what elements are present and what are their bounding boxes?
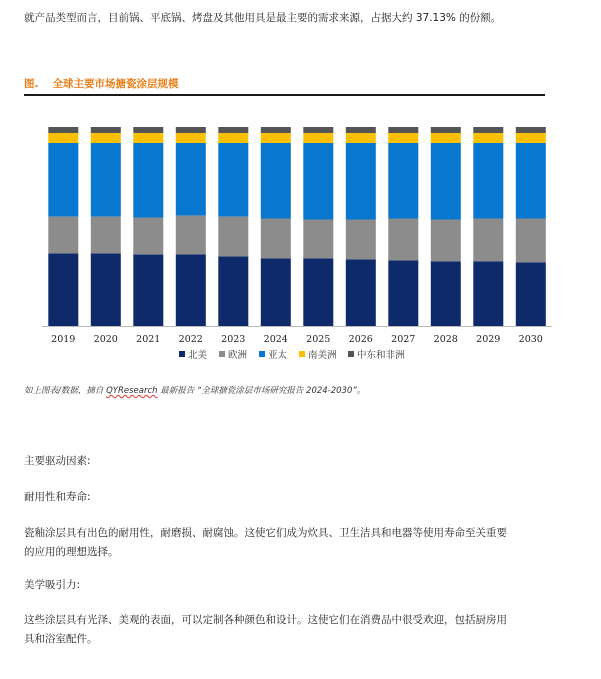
bar-segment-2028-s3	[431, 133, 461, 143]
legend-swatch	[348, 351, 354, 357]
stacked-bar-chart	[0, 100, 601, 370]
x-tick-label: 2028	[433, 334, 458, 345]
bar-segment-2028-s2	[431, 143, 461, 220]
durability-heading: 耐用性和寿命:	[24, 491, 91, 503]
bar-segment-2030-s3	[516, 133, 546, 143]
bar-segment-2022-s3	[176, 133, 206, 143]
legend-swatch	[179, 351, 185, 357]
source-qyresearch: QYResearch	[106, 386, 158, 396]
durability-text-line-1: 瓷釉涂层具有出色的耐用性，耐磨损、耐腐蚀。这使它们成为炊具、卫生洁具和电器等使用寿命至关重要	[24, 527, 507, 539]
bar-segment-2030-s4	[516, 127, 546, 133]
bar-segment-2022-s1	[176, 216, 206, 255]
bar-segment-2027-s0	[388, 260, 418, 326]
bar-segment-2027-s2	[388, 143, 418, 219]
bar-segment-2019-s3	[48, 133, 78, 143]
bar-segment-2021-s1	[133, 218, 163, 255]
bar-segment-2029-s0	[473, 261, 503, 326]
bar-segment-2025-s3	[303, 133, 333, 143]
bar-segment-2026-s2	[346, 143, 376, 220]
bar-segment-2026-s1	[346, 220, 376, 260]
bar-segment-2027-s4	[388, 127, 418, 133]
source-suffix: 最新报告 “全球搪瓷涂层市场研究报告 2024-2030”。	[157, 386, 366, 396]
bar-segment-2021-s2	[133, 143, 163, 218]
durability-text-line-2: 的应用的理想选择。	[24, 546, 119, 558]
bar-segment-2030-s0	[516, 262, 546, 326]
bar-segment-2021-s4	[133, 127, 163, 133]
figure-rule	[24, 94, 545, 96]
x-tick-label: 2025	[306, 334, 331, 345]
figure-number: 图.	[24, 78, 39, 90]
bar-segment-2029-s1	[473, 219, 503, 262]
x-tick-label: 2021	[136, 334, 161, 345]
legend-label: 亚太	[268, 350, 288, 361]
bar-segment-2021-s0	[133, 254, 163, 326]
x-tick-label: 2026	[348, 334, 373, 345]
aesthetic-heading: 美学吸引力:	[24, 579, 81, 591]
x-tick-label: 2023	[221, 334, 246, 345]
bar-segment-2024-s2	[261, 143, 291, 219]
x-tick-label: 2022	[178, 334, 203, 345]
bar-segment-2022-s0	[176, 254, 206, 326]
drivers-heading: 主要驱动因素:	[24, 455, 91, 467]
aesthetic-text	[24, 611, 579, 649]
x-tick-label: 2030	[518, 334, 543, 345]
bar-segment-2020-s3	[91, 133, 121, 143]
x-tick-label: 2019	[51, 334, 76, 345]
bar-segment-2020-s4	[91, 127, 121, 133]
bar-segment-2019-s2	[48, 143, 78, 217]
bar-segment-2026-s4	[346, 127, 376, 133]
bar-segment-2024-s1	[261, 219, 291, 259]
bar-segment-2026-s0	[346, 259, 376, 326]
bar-segment-2030-s1	[516, 219, 546, 263]
x-tick-label: 2020	[93, 334, 118, 345]
bar-segment-2027-s3	[388, 133, 418, 143]
durability-text	[24, 524, 579, 562]
bar-segment-2028-s1	[431, 220, 461, 262]
bar-segment-2029-s3	[473, 133, 503, 143]
bar-segment-2019-s0	[48, 253, 78, 326]
bar-segment-2021-s3	[133, 133, 163, 143]
bar-segment-2024-s3	[261, 133, 291, 143]
aesthetic-text-line-2: 具和浴室配件。	[24, 633, 98, 645]
legend-label: 欧洲	[228, 350, 248, 361]
bar-segment-2028-s4	[431, 127, 461, 133]
bar-segment-2030-s2	[516, 143, 546, 219]
bar-segment-2020-s1	[91, 217, 121, 254]
bar-segment-2024-s4	[261, 127, 291, 133]
legend-label: 南美洲	[308, 350, 337, 361]
x-tick-label: 2027	[391, 334, 416, 345]
aesthetic-text-line-1: 这些涂层具有光泽、美观的表面，可以定制各种颜色和设计。这使它们在消费品中很受欢迎，包括厨房用	[24, 614, 507, 626]
bar-segment-2019-s1	[48, 217, 78, 254]
bar-segment-2029-s4	[473, 127, 503, 133]
bar-segment-2023-s0	[218, 256, 248, 326]
bar-segment-2026-s3	[346, 133, 376, 143]
legend-label: 北美	[188, 350, 208, 361]
bar-segment-2028-s0	[431, 261, 461, 326]
figure-caption	[24, 76, 179, 91]
source-prefix: 如上图表/数据，摘自	[24, 386, 107, 396]
bar-segment-2020-s0	[91, 253, 121, 326]
legend-swatch	[259, 351, 265, 357]
bar-segment-2023-s2	[218, 143, 248, 217]
figure-title: 全球主要市场搪瓷涂层规模	[52, 78, 179, 90]
source-note	[24, 384, 365, 396]
bar-segment-2020-s2	[91, 143, 121, 217]
x-tick-label: 2029	[476, 334, 501, 345]
bar-segment-2025-s1	[303, 220, 333, 259]
bar-segment-2023-s4	[218, 127, 248, 133]
legend-swatch	[219, 351, 225, 357]
bar-segment-2025-s4	[303, 127, 333, 133]
intro-paragraph: 就产品类型而言，目前锅、平底锅、烤盘及其他用具是最主要的需求来源，占据大约 37.13% 的份额。	[24, 12, 502, 24]
legend-swatch	[299, 351, 305, 357]
bar-segment-2022-s4	[176, 127, 206, 133]
legend-label: 中东和非洲	[357, 350, 405, 361]
bar-segment-2029-s2	[473, 143, 503, 219]
bar-segment-2019-s4	[48, 127, 78, 133]
bar-segment-2025-s0	[303, 258, 333, 326]
bar-segment-2024-s0	[261, 258, 291, 326]
bar-segment-2022-s2	[176, 143, 206, 216]
bar-segment-2027-s1	[388, 219, 418, 261]
bar-segment-2023-s1	[218, 217, 248, 257]
bar-segment-2025-s2	[303, 143, 333, 220]
bar-segment-2023-s3	[218, 133, 248, 143]
x-tick-label: 2024	[263, 334, 288, 345]
